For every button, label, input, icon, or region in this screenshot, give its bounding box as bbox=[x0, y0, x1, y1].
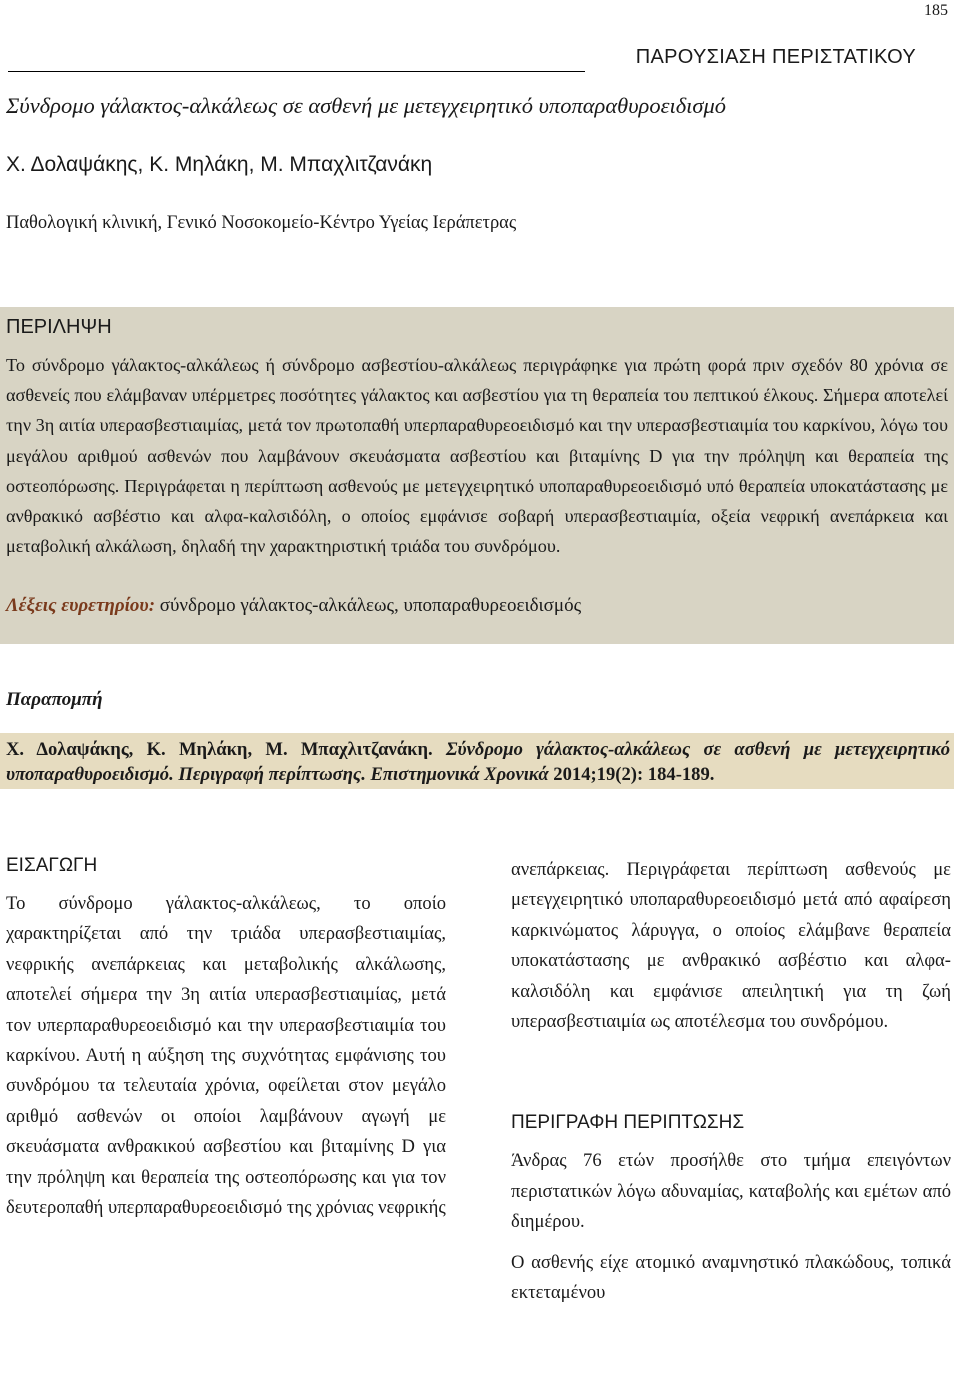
reference-journal: Σύνδρομο γάλακτος-αλκάλεως σε ασθενή με μετεγχειρητικό υποπαραθυροειδισμό. Περιγραφή περίπτωσης. Επιστημονικά Χρονικά bbox=[6, 739, 950, 785]
keywords-label: Λέξεις ευρετηρίου: bbox=[6, 595, 156, 616]
keywords bbox=[6, 595, 581, 617]
column-right bbox=[511, 855, 951, 1308]
introduction-text: Το σύνδρομο γάλακτος-αλκάλεως, το οποίο χαρακτηρίζεται από την τριάδα υπερασβεστιαιμίας, νεφρικής ανεπάρκειας και μεταβολικής αλκάλωσης, αποτελεί σήμερα την 3η αιτία υπερασβεστιαιμίας, μετά τον υπερπαραθυρεοειδισμό και την υπερασβεστιαιμία του καρκίνου. Αυτή η αύξηση της συχνότητας εμφάνισης του συνδρόμου τα τελευταία χρόνια, οφείλεται στον μεγάλο αριθμό ασθενών οι οποίοι λαμβάνουν αγωγή με σκευάσματα ανθρακικού ασβεστίου και βιταμίνης D για την πρόληψη και θεραπεία της οστεοπόρωσης και για τον δευτεροπαθή υπερπαραθυρεοειδισμό της χρόνιας νεφρικής bbox=[6, 893, 446, 1219]
article-title: Σύνδρομο γάλακτος-αλκάλεως σε ασθενή με μετεγχειρητικό υποπαραθυροειδισμό bbox=[6, 93, 727, 118]
case-paragraph-2: Ο ασθενής είχε ατομικό αναμνηστικό πλακώδους, τοπικά εκτεταμένου bbox=[511, 1251, 951, 1304]
abstract-heading: ΠΕΡΙΛΗΨΗ bbox=[6, 316, 112, 338]
reference-text bbox=[6, 737, 950, 787]
reference-box bbox=[0, 733, 954, 789]
header-rule bbox=[8, 71, 585, 72]
abstract-text: Το σύνδρομο γάλακτος-αλκάλεως ή σύνδρομο ασβεστίου-αλκάλεως περιγράφηκε για πρώτη φορά πριν σχεδόν 80 χρόνια σε ασθενείς που ελάμβαναν υπέρμετρες ποσότητες γάλακτος και ασβεστίου για τη θεραπεία του πεπτικού έλκους. Σήμερα αποτελεί την 3η αιτία υπερασβεστιαιμίας, μετά τον πρωτοπαθή υπερπαραθυρεοειδισμό και την υπερασβεστιαιμία του καρκίνου, λόγω του μεγάλου αριθμού ασθενών που λαμβάνουν σκευάσματα ασβεστίου και βιταμίνης D για την πρόληψη και θεραπεία της οστεοπόρωσης. Περιγράφεται η περίπτωση ασθενούς με μετεγχειρητικό υποπαραθυρεοειδισμό υπό θεραπεία υποκατάστασης με ανθρακικό ασβέστιο και αλφα-καλσιδόλη, ο οποίος εμφάνισε σοβαρή υπερασβεστιαιμία, οξεία νεφρική ανεπάρκεια και μεταβολική αλκάλωση, δηλαδή την χαρακτηριστική τριάδα του συνδρόμου. bbox=[6, 355, 948, 557]
authors: Χ. Δολαψάκης, Κ. Μηλάκη, Μ. Μπαχλιτζανάκη bbox=[6, 153, 433, 176]
case-paragraph-1: Άνδρας 76 ετών προσήλθε στο τμήμα επειγόντων περιστατικών λόγω αδυναμίας, καταβολής και εμέτων από διημέρου. bbox=[511, 1150, 951, 1233]
abstract-box bbox=[0, 307, 954, 644]
introduction-continuation: ανεπάρκειας. Περιγράφεται περίπτωση ασθενούς με μετεγχειρητικό υποπαραθυρεοειδισμό μετά από αφαίρεση καρκινώματος λάρυγγα, ο οποίος ελάμβανε θεραπεία υποκατάστασης με ανθρακικό ασβέστιο και αλφα-καλσιδόλη και εμφάνισε απειλητική για τη ζωή υπερασβεστιαιμία ως αποτέλεσμα του συνδρόμου. bbox=[511, 859, 951, 1033]
reference-heading: Παραπομπή bbox=[6, 689, 103, 710]
case-heading: ΠΕΡΙΓΡΑΦΗ ΠΕΡΙΠΤΩΣΗΣ bbox=[511, 1112, 745, 1134]
introduction-heading: ΕΙΣΑΓΩΓΗ bbox=[6, 855, 98, 876]
reference-citation: 2014;19(2): 184-189. bbox=[548, 764, 715, 785]
keywords-list: σύνδρομο γάλακτος-αλκάλεως, υποπαραθυρεοειδισμός bbox=[155, 595, 582, 616]
section-label: ΠΑΡΟΥΣΙΑΣΗ ΠΕΡΙΣΤΑΤΙΚΟΥ bbox=[635, 46, 916, 68]
reference-authors: Χ. Δολαψάκης, Κ. Μηλάκη, Μ. Μπαχλιτζανάκη. bbox=[6, 739, 446, 760]
column-left bbox=[6, 855, 446, 1223]
page-number: 185 bbox=[924, 2, 948, 19]
affiliation: Παθολογική κλινική, Γενικό Νοσοκομείο-Κέντρο Υγείας Ιεράπετρας bbox=[6, 213, 517, 233]
